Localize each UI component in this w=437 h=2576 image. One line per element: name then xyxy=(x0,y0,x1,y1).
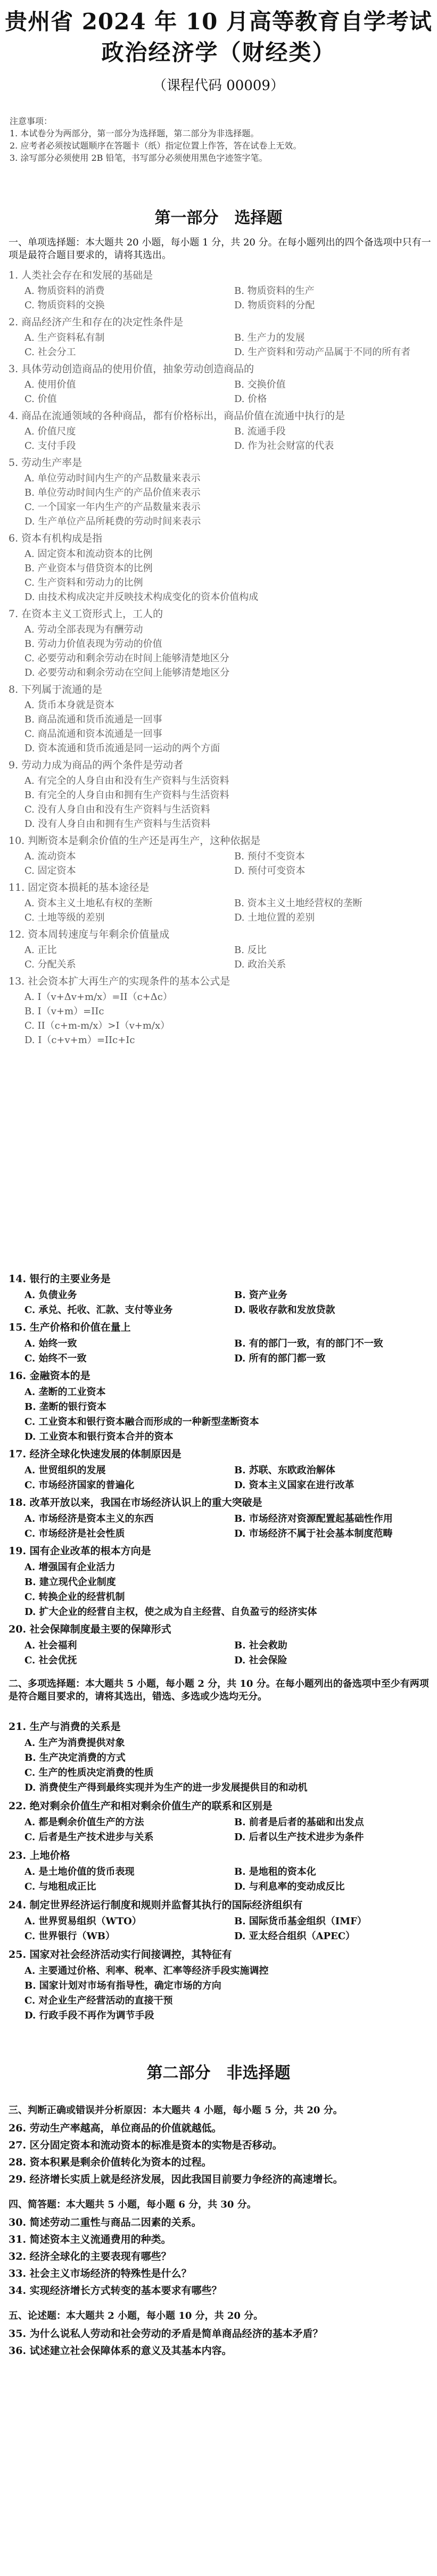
question-stem: 32. 经济全球化的主要表现有哪些？ xyxy=(9,2251,171,2262)
option-d: D. 物质资料的分配 xyxy=(234,300,315,311)
option-c: C. 分配关系 xyxy=(24,959,76,970)
notice-line: 注意事项： xyxy=(10,116,53,126)
option-c: C. 价值 xyxy=(24,393,57,405)
option-b: B. I（v+m）=IIc xyxy=(24,1006,104,1017)
option-b: B. 社会救助 xyxy=(234,1640,287,1651)
section5-instructions: 五、论述题：本大题共 2 小题，每小题 10 分，共 20 分。 xyxy=(9,2310,263,2321)
question-stem: 35. 为什么说私人劳动和社会劳动的矛盾是简单商品经济的基本矛盾？ xyxy=(9,2328,323,2340)
option-b: B. 单位劳动时间内生产的产品价值来表示 xyxy=(24,487,201,498)
option-c: C. 市场经济国家的普遍化 xyxy=(24,1480,135,1491)
option-a: A. 社会福利 xyxy=(24,1640,77,1651)
question-stem: 33. 社会主义市场经济的特殊性是什么？ xyxy=(9,2268,192,2279)
question-stem: 26. 劳动生产率越高，单位商品的价值就越低。 xyxy=(9,2122,222,2134)
option: C. 与地租成正比 xyxy=(24,1881,96,1892)
option: B. 生产决定消费的方式 xyxy=(24,1752,126,1763)
option-d: D. 作为社会财富的代表 xyxy=(234,440,334,452)
question-stem: 22. 绝对剩余价值生产和相对剩余价值生产的联系和区别是 xyxy=(9,1800,273,1812)
option: D. 行政手段不再作为调节手段 xyxy=(24,2010,154,2021)
question-stem: 36. 试述建立社会保障体系的意义及其基本内容。 xyxy=(9,2345,232,2357)
option-b: B. 交换价值 xyxy=(234,379,286,390)
option-c: C. 商品流通和资本流通是一回事 xyxy=(24,728,162,740)
option-d: D. 价格 xyxy=(234,393,267,405)
option-d: D. 资本流通和货币流通是同一运动的两个方面 xyxy=(24,743,220,754)
question-stem: 23. 上地价格 xyxy=(9,1850,70,1861)
option-a: A. 使用价值 xyxy=(24,379,76,390)
option-b: B. 流通手段 xyxy=(234,426,286,437)
option-b: B. 资本主义土地经营权的垄断 xyxy=(234,898,362,909)
option-a: A. 劳动全部表现为有酬劳动 xyxy=(24,624,143,635)
option-b: B. 预付不变资本 xyxy=(234,851,305,862)
option: B. 国家计划对市场有指导性，确定市场的方向 xyxy=(24,1980,221,1991)
option: A. 主要通过价格、利率、税率、汇率等经济手段实施调控 xyxy=(24,1965,269,1976)
option: D. 后者以生产技术进步为条件 xyxy=(234,1832,364,1843)
option: C. 生产的性质决定消费的性质 xyxy=(24,1767,154,1778)
option-b: B. 反比 xyxy=(234,945,267,956)
option-a: A. 增强国有企业活力 xyxy=(24,1562,116,1573)
option: B. 前者是后者的基础和出发点 xyxy=(234,1817,364,1828)
option-c: C. 生产资料和劳动力的比例 xyxy=(24,577,143,588)
option: C. 对企业生产经营活动的直接干预 xyxy=(24,1995,173,2006)
option-a: A. 固定资本和流动资本的比例 xyxy=(24,548,153,560)
option: D. 亚太经合组织（APEC） xyxy=(234,1931,356,1942)
question-stem: 6. 资本有机构成是指 xyxy=(9,532,103,544)
option-d: D. 生产单位产品所耗费的劳动时间来表示 xyxy=(24,516,201,527)
question-stem: 25. 国家对社会经济活动实行间接调控，其特征有 xyxy=(9,1949,232,1960)
option-d: D. 社会保险 xyxy=(234,1655,287,1666)
option-d: D. I（c+v+m）=IIc+Ic xyxy=(24,1035,135,1046)
option-d: D. 扩大企业的经营自主权，使之成为自主经营、自负盈亏的经济实体 xyxy=(24,1606,317,1618)
option: C. 后者是生产技术进步与关系 xyxy=(24,1832,154,1843)
option-c: C. 市场经济是社会性质 xyxy=(24,1528,125,1539)
option-c: C. 承兑、托收、汇款、支付等业务 xyxy=(24,1305,173,1316)
notice-line: 1. 本试卷分为两部分，第一部分为选择题，第二部分为非选择题。 xyxy=(10,128,259,138)
question-stem: 27. 区分固定资本和流动资本的标准是资本的实物是否移动。 xyxy=(9,2139,283,2151)
notice-line: 3. 涂写部分必须使用 2B 铅笔，书写部分必须使用黑色字迹签字笔。 xyxy=(10,153,268,163)
option-d: D. 没有人身自由和拥有生产资料与生活资料 xyxy=(24,818,211,830)
option-c: C. 必要劳动和剩余劳动在时间上能够清楚地区分 xyxy=(24,653,229,664)
option-b: B. 建立现代企业制度 xyxy=(24,1577,116,1588)
question-stem: 30. 简述劳动二重性与商品二因素的关系。 xyxy=(9,2217,202,2228)
exam-subject: 政治经济学（财经类） xyxy=(101,39,336,65)
option-a: A. 流动资本 xyxy=(24,851,76,862)
option: C. 世界银行（WB） xyxy=(24,1931,115,1942)
question-stem: 8. 下列属于流通的是 xyxy=(9,684,103,695)
option-d: D. 资本主义国家在进行改革 xyxy=(234,1480,354,1491)
question-stem: 17. 经济全球化快速发展的体制原因是 xyxy=(9,1448,182,1460)
question-stem: 21. 生产与消费的关系是 xyxy=(9,1721,121,1733)
option-a: A. 始终一致 xyxy=(24,1338,77,1349)
option-b: B. 垄断的银行资本 xyxy=(24,1401,106,1413)
question-stem: 34. 实现经济增长方式转变的基本要求有哪些？ xyxy=(9,2285,222,2296)
option-d: D. 所有的部门都一致 xyxy=(234,1353,326,1364)
option-d: D. 吸收存款和发放贷款 xyxy=(234,1305,335,1316)
option: B. 国际货币基金组织（IMF） xyxy=(234,1916,367,1927)
option-b: B. 苏联、东欧政治解体 xyxy=(234,1465,335,1476)
option-c: C. 支付手段 xyxy=(24,440,76,452)
question-stem: 9. 劳动力成为商品的两个条件是劳动者 xyxy=(9,759,184,771)
question-stem: 4. 商品在流通领域的各种商品，都有价格标出，商品价值在流通中执行的是 xyxy=(9,410,345,422)
option: B. 是地租的资本化 xyxy=(234,1866,316,1877)
option-b: B. 市场经济对资源配置起基础性作用 xyxy=(234,1513,393,1524)
option-a: A. 负债业务 xyxy=(24,1290,77,1301)
question-stem: 10. 判断资本是剩余价值的生产还是再生产，这种依据是 xyxy=(9,835,261,847)
option-a: A. I（v+Δv+m/x）=II（c+Δc） xyxy=(24,991,172,1003)
option-a: A. 货币本身就是资本 xyxy=(24,700,114,711)
option-b: B. 资产业务 xyxy=(234,1290,287,1301)
option-b: B. 有的部门一致，有的部门不一致 xyxy=(234,1338,383,1349)
question-stem: 12. 资本周转速度与年剩余价值量成 xyxy=(9,929,170,940)
option-d: D. 由技术构成决定并反映技术构成变化的资本价值构成 xyxy=(24,592,259,603)
question-stem: 5. 劳动生产率是 xyxy=(9,457,83,469)
option-b: B. 物质资料的生产 xyxy=(234,285,315,297)
question-stem: 24. 制定世界经济运行制度和规则并监督其执行的国际经济组织有 xyxy=(9,1899,303,1911)
question-stem: 19. 国有企业改革的根本方向是 xyxy=(9,1545,151,1557)
option-a: A. 垄断的工业资本 xyxy=(24,1387,106,1398)
option: A. 世界贸易组织（WTO） xyxy=(24,1916,142,1927)
option-a: A. 单位劳动时间内生产的产品数量来表示 xyxy=(24,473,201,484)
question-stem: 15. 生产价格和价值在量上 xyxy=(9,1322,131,1333)
option-c: C. 社会优抚 xyxy=(24,1655,77,1666)
part2-title: 第二部分 非选择题 xyxy=(146,2064,291,2082)
option: D. 与利息率的变动成反比 xyxy=(234,1881,345,1892)
section1-instructions: 一、单项选择题：本大题共 20 小题，每小题 1 分，共 20 分。在每小题列出的四个备选项中只有一项是最符合题目要求的，请将其选出。 xyxy=(9,237,431,261)
course-code: （课程代码 00009） xyxy=(153,78,284,94)
option-c: C. 物质资料的交换 xyxy=(24,300,105,311)
question-stem: 18. 改革开放以来，我国在市场经济认识上的重大突破是 xyxy=(9,1497,262,1508)
option-a: A. 生产资料私有制 xyxy=(24,332,105,343)
option-c: C. 土地等级的差别 xyxy=(24,912,105,923)
option-a: A. 资本主义土地私有权的垄断 xyxy=(24,898,153,909)
option-d: D. 政治关系 xyxy=(234,959,286,970)
option-d: D. 土地位置的差别 xyxy=(234,912,315,923)
notice-block xyxy=(10,115,430,164)
option-d: D. 预付可变资本 xyxy=(234,865,306,876)
option-c: C. 工业资本和银行资本融合而形成的一种新型垄断资本 xyxy=(24,1416,259,1428)
option-d: D. 生产资料和劳动产品属于不同的所有者 xyxy=(234,347,411,358)
question-stem: 3. 具体劳动创造商品的使用价值，抽象劳动创造商品的 xyxy=(9,363,254,375)
option-a: A. 物质资料的消费 xyxy=(24,285,105,297)
option-a: A. 市场经济是资本主义的东西 xyxy=(24,1513,154,1524)
question-stem: 28. 资本积累是剩余价值转化为资本的过程。 xyxy=(9,2156,212,2168)
option: A. 都是剩余价值生产的方法 xyxy=(24,1817,144,1828)
section3-instructions: 三、判断正确或错误并分析原因：本大题共 4 小题，每小题 5 分，共 20 分。 xyxy=(9,2105,343,2116)
option-b: B. 生产力的发展 xyxy=(234,332,305,343)
option-a: A. 世贸组织的发展 xyxy=(24,1465,106,1476)
option-c: C. 固定资本 xyxy=(24,865,76,876)
option-a: A. 价值尺度 xyxy=(24,426,76,437)
question-stem: 31. 简述资本主义流通费用的种类。 xyxy=(9,2234,171,2245)
question-stem: 20. 社会保障制度最主要的保障形式 xyxy=(9,1623,171,1635)
option-c: C. 转换企业的经营机制 xyxy=(24,1591,125,1603)
section2-instructions: 二、多项选择题：本大题共 5 小题，每小题 2 分，共 10 分。在每小题列出的备选项中至少有两项是符合题目要求的，请将其选出，错选、多选或少选均无分。 xyxy=(9,1678,429,1702)
section4-instructions: 四、简答题：本大题共 5 小题，每小题 6 分，共 30 分。 xyxy=(9,2199,257,2210)
notice-line: 2. 应考者必须按试题顺序在答题卡（纸）指定位置上作答，答在试卷上无效。 xyxy=(10,141,302,151)
question-stem: 1. 人类社会存在和发展的基础是 xyxy=(9,269,153,281)
question-stem: 16. 金融资本的是 xyxy=(9,1370,90,1382)
option: A. 是土地价值的货币表现 xyxy=(24,1866,135,1877)
question-stem: 7. 在资本主义工资形式上，工人的 xyxy=(9,608,163,620)
option-c: C. 始终不一致 xyxy=(24,1353,87,1364)
option-c: C. 社会分工 xyxy=(24,347,76,358)
part1-title: 第一部分 选择题 xyxy=(154,209,283,227)
option-c: C. II（c+m-m/x）>I（v+m/x） xyxy=(24,1020,170,1031)
option-d: D. 工业资本和银行资本合并的资本 xyxy=(24,1431,174,1442)
question-stem: 11. 固定资本损耗的基本途径是 xyxy=(9,882,150,893)
question-stem: 2. 商品经济产生和存在的决定性条件是 xyxy=(9,316,184,328)
question-stem: 13. 社会资本扩大再生产的实现条件的基本公式是 xyxy=(9,975,230,987)
option: D. 消费使生产得到最终实现并为生产的进一步发展提供目的和动机 xyxy=(24,1782,308,1793)
option-c: C. 一个国家一年内生产的产品数量来表示 xyxy=(24,502,201,513)
option-a: A. 有完全的人身自由和没有生产资料与生活资料 xyxy=(24,775,229,786)
question-stem: 14. 银行的主要业务是 xyxy=(9,1273,111,1285)
option-a: A. 正比 xyxy=(24,945,57,956)
option-d: D. 必要劳动和剩余劳动在空间上能够清楚地区分 xyxy=(24,667,230,678)
option-b: B. 产业资本与借贷资本的比例 xyxy=(24,563,153,574)
exam-title: 贵州省 2024 年 10 月高等教育自学考试 xyxy=(5,9,432,35)
option-d: D. 市场经济不属于社会基本制度范畴 xyxy=(234,1528,393,1539)
option: A. 生产为消费提供对象 xyxy=(24,1737,125,1749)
question-stem: 29. 经济增长实质上就是经济发展，因此我国目前要力争经济的高速增长。 xyxy=(9,2173,343,2185)
option-b: B. 商品流通和货币流通是一回事 xyxy=(24,714,162,725)
option-b: B. 有完全的人身自由和拥有生产资料与生活资料 xyxy=(24,790,229,801)
option-c: C. 没有人身自由和没有生产资料与生活资料 xyxy=(24,804,210,815)
option-b: B. 劳动力价值表现为劳动的价值 xyxy=(24,638,162,650)
